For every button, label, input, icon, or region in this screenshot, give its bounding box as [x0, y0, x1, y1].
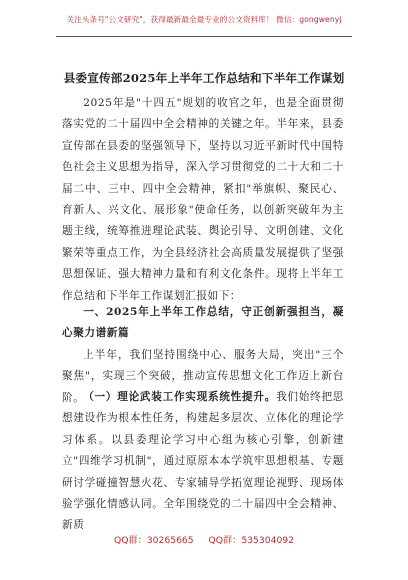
theory-paragraph: [62, 387, 344, 537]
document-title: 县委宣传部2025年上半年工作总结和下半年工作谋划: [63, 71, 345, 85]
footer-qq-group-2: QQ群：535304092: [208, 535, 294, 546]
subsection-body: 我们始终把思想建设作为根本性任务，构建起多层次、立体化的理论学习体系。以县委理论学习中心组为核心引擎，创新建立"四维学习机制"，通过原原本本学筑牢思想根基、专题研讨学碰撞智慧火花、专家辅导学拓宽理论视野、现场体验学强化情感认同。全年围绕党的二十届四中全会精神、新质: [62, 391, 345, 532]
header-divider: [56, 36, 352, 37]
subsection-heading: （一）理论武装工作实现系统性提升。: [83, 391, 277, 403]
section-heading: 一、2025年上半年工作总结，守正创新强担当，凝心聚力谱新篇: [62, 306, 344, 340]
summary-paragraph: 上半年，我们坚持围绕中心、服务大局，突出"三个聚焦"，实现三个突破，推动宣传思想文化工作迈上新台阶。: [62, 349, 344, 404]
footer-qq-group-1: QQ群：30265665: [114, 535, 194, 546]
header-banner: 关注头条号"公文研究"，获得最新最全最专业的公文资料库！ 微信：gongwenyj: [66, 15, 342, 24]
intro-paragraph: 2025年是"十四五"规划的收官之年，也是全面贯彻落实党的二十届四中全会精神的关键之年。半年来，县委宣传部在县委的坚强领导下，坚持以习近平新时代中国特色社会主义思想为指导，深入学习贯彻党的二十大和二十届二中、三中、四中全会精神，紧扣"举旗帜、聚民心、育新人、兴文化、展形象"使命任务，以创新突破年为主题主线，统筹推进理论武装、舆论引导、文明创建、文化繁荣等重点工作，为全县经济社会高质量发展提供了坚强思想保证、强大精神力量和有利文化条件。现将上半年工作总结和下半年工作谋划汇报如下：: [62, 97, 344, 302]
footer-contact: [0, 532, 408, 546]
